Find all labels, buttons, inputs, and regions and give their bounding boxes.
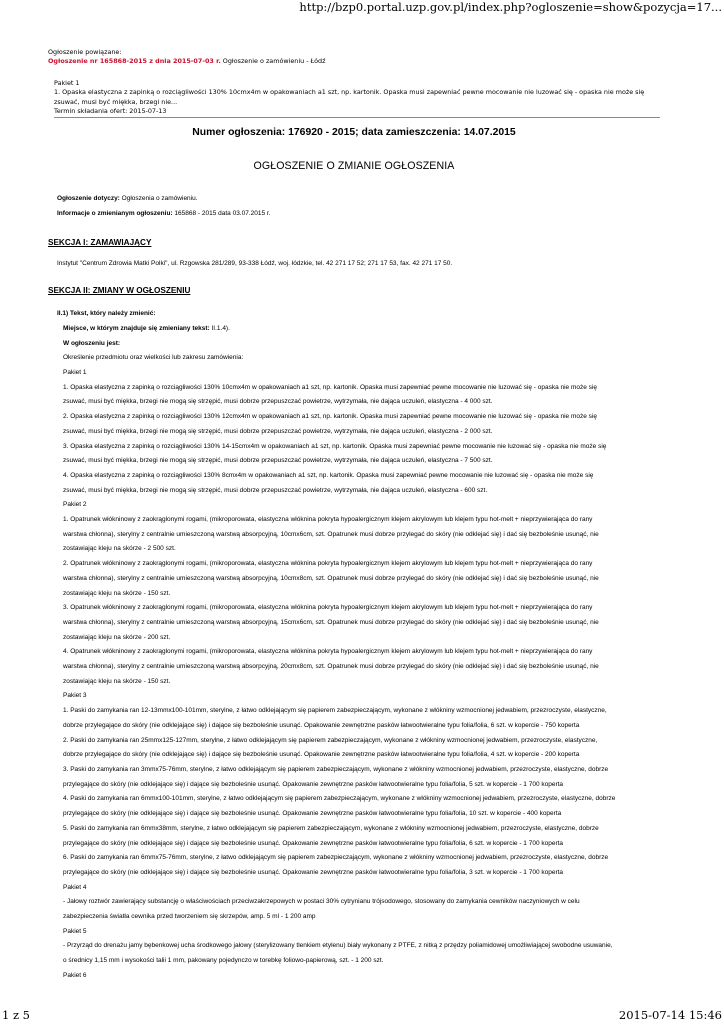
text-line: zostawiając kleju na skórze - 150 szt.: [63, 589, 171, 597]
page-counter: 1 z 5: [2, 1008, 31, 1022]
text-line: warstwa chłonna), sterylny z centralnie umieszczoną warstwą absorpcyjną, 20cmx8cm, szt. Opatrunek musi dobrze przylegać do skóry (nie odklejać się) i dać się bezboleśnie usunąć, nie: [63, 663, 599, 671]
text-line: warstwa chłonna), sterylny z centralnie umieszczoną warstwą absorpcyjną, 10cmx6cm, szt. Opatrunek musi dobrze przylegać do skóry (nie odklejać się) i dać się bezboleśnie usunąć, nie: [63, 530, 599, 538]
text-line: zostawiając kleju na skórze - 2 500 szt.: [63, 545, 176, 553]
text-line: 1. Opatrunek włókninowy z zaokrąglonymi rogami, (mikroporowata, elastyczna włóknina pokryta hypoalergicznym klejem akrylowym lub klejem typu hot-melt + nieprzywierająca do rany: [63, 516, 593, 524]
summary-deadline: Termin składania ofert: 2015-07-13: [54, 106, 167, 115]
text-line: Pakiet 3: [63, 692, 87, 700]
notice-is-text: [57, 351, 660, 983]
notice-concerns: [57, 195, 660, 202]
text-line: 3. Paski do zamykania ran 3mmx75-76mm, sterylne, z łatwo odklejającym się papierem zabezpieczającym, wykonane z włókniny wzmocnionej jedwabiem, przezroczyste, elastyczne, dobrze: [63, 765, 609, 773]
section-1-heading: SEKCJA I: ZAMAWIAJĄCY: [48, 238, 152, 248]
related-link-suffix: Ogłoszenie o zamówieniu - Łódź: [220, 57, 326, 65]
text-line: 3. Opatrunek włókninowy z zaokrąglonymi rogami, (mikroporowata, elastyczna włóknina pokryta hypoalergicznym klejem akrylowym lub klejem typu hot-melt + nieprzywierająca do rany: [63, 604, 593, 612]
text-line: Pakiet 1: [63, 369, 87, 376]
text-line: Określenie przedmiotu oraz wielkości lub zakresu zamówienia:: [63, 354, 244, 362]
page-url: http://bzp0.portal.uzp.gov.pl/index.php?ogloszenie=show&pozycja=17...: [299, 0, 722, 14]
text-line: 2. Opaska elastyczna z zapinką o rozciągliwości 130% 12cmx4m w opakowaniach a1 szt, np. kartonik. Opaska musi zapewniać pewne mocowanie nie luzować się - opaska nie może się: [63, 413, 597, 421]
text-line: o średnicy 1,15 mm i wysokości talii 1 mm, pakowany pojedynczo w torebkę foliowo-papierową, szt. - 1 200 szt.: [63, 957, 384, 965]
change-item-label: II.1) Tekst, który należy zmienić:: [57, 310, 156, 318]
text-line: 4. Opatrunek włókninowy z zaokrąglonymi rogami, (mikroporowata, elastyczna włóknina pokryta hypoalergicznym klejem akrylowym lub klejem typu hot-melt + nieprzywierająca do rany: [63, 648, 593, 656]
change-place-label: Miejsce, w którym znajduje się zmieniany tekst:: [63, 324, 210, 332]
text-line: zsuwać, musi być miękka, brzegi nie mogą się strzępić, musi dobrze przepuszczać powietrze, wytrzymała, nie dająca uczuleń, elastyczna - 4 000 szt.: [63, 398, 493, 406]
text-line: 4. Opaska elastyczna z zapinką o rozciągliwości 130% 8cmx4m w opakowaniach a1 szt, np. kartonik. Opaska musi zapewniać pewne mocowanie nie luzować się - opaska nie może się: [63, 471, 594, 479]
related-heading: Ogłoszenie powiązane:: [48, 48, 122, 56]
change-place: [63, 322, 660, 337]
changed-notice-value: 165868 - 2015 data 03.07.2015 r.: [172, 210, 271, 218]
text-line: 5. Paski do zamykania ran 6mmx38mm, sterylne, z łatwo odklejającym się papierem zabezpieczającym, wykonane z włókniny wzmocnionej jedwabiem, przezroczyste, elastyczne, dobrze: [63, 824, 599, 832]
summary-text: 1. Opaska elastyczna z zapinką o rozciągliwości 130% 10cmx4m w opakowaniach a1 szt, np. kartonik. Opaska musi zapewniać pewne mocowanie nie luzować się - opaska nie może się zsuwać, musi być miękka, brzegi nie...: [54, 88, 645, 106]
notice-summary-box: [54, 79, 660, 118]
notice-title: Numer ogłoszenia: 176920 - 2015; data zamieszczenia: 14.07.2015: [192, 127, 516, 139]
text-line: warstwa chłonna), sterylny z centralnie umieszczoną warstwą absorpcyjną, 10cmx8cm, szt. Opatrunek musi dobrze przylegać do skóry (nie odklejać się) i dać się bezboleśnie usunąć, nie: [63, 574, 599, 582]
text-line: Pakiet 6: [63, 971, 87, 979]
text-line: zsuwać, musi być miękka, brzegi nie mogą się strzępić, musi dobrze przepuszczać powietrze, wytrzymała, nie dająca uczuleń, elastyczna - 600 szt.: [63, 486, 488, 494]
changed-notice-info: [57, 210, 660, 217]
text-line: 6. Paski do zamykania ran 6mmx75-76mm, sterylne, z łatwo odklejającym się papierem zabezpieczającym, wykonane z włókniny wzmocnionej jedwabiem, przezroczyste, elastyczne, dobrze: [63, 854, 609, 862]
text-line: 1. Opaska elastyczna z zapinką o rozciągliwości 130% 10cmx4m w opakowaniach a1 szt, np. kartonik. Opaska musi zapewniać pewne mocowanie nie luzować się - opaska nie może się: [63, 383, 597, 391]
text-line: 2. Paski do zamykania ran 25mmx125-127mm, sterylne, z łatwo odklejającym się papierem zabezpieczającym, wykonane z włókniny wzmocnionej jedwabiem, przezroczyste, elastyczne,: [63, 736, 598, 744]
notice-content: [48, 48, 660, 984]
text-line: Pakiet 2: [63, 501, 87, 509]
text-line: zabezpieczenia światła cewnika przed tworzeniem się skrzepów, amp. 5 ml - 1 200 amp: [63, 913, 316, 921]
summary-pakiet: Pakiet 1: [54, 79, 80, 87]
text-line: zsuwać, musi być miękka, brzegi nie mogą się strzępić, musi dobrze przepuszczać powietrze, wytrzymała, nie dająca uczuleń, elastyczna - 7 500 szt.: [63, 457, 493, 465]
print-datetime: 2015-07-14 15:46: [618, 1008, 722, 1022]
section-2-heading: SEKCJA II: ZMIANY W OGŁOSZENIU: [48, 286, 191, 296]
text-line: przylegające do skóry (nie odklejające się) i dające się bezboleśnie usunąć. Opakowanie zewnętrzne pasków łatwootwieralne typu folia/folia, 10 szt. w kopercie - 400 koperta: [63, 810, 562, 818]
text-line: 3. Opaska elastyczna z zapinką o rozciągliwości 130% 14-15cmx4m w opakowaniach a1 szt, np. kartonik. Opaska musi zapewniać pewne mocowanie nie luzować się - opaska nie może się: [63, 442, 607, 450]
text-line: dobrze przylegające do skóry (nie odklejające się) i dające się bezboleśnie usunąć. Opakowanie zewnętrzne pasków łatwootwieralne typu folia/folia, 4 szt. w kopercie - 200 koperta: [63, 751, 580, 759]
notice-is-label: W ogłoszeniu jest:: [63, 339, 121, 347]
text-line: - Jałowy roztwór zawierający substancję o właściwościach przeciwzakrzepowych w postaci 30% cytrynianu trójsodowego, stosowany do zamykania cewników naczyniowych w celu: [63, 898, 580, 906]
text-line: zostawiając kleju na skórze - 200 szt.: [63, 633, 171, 641]
section-1-text: Instytut "Centrum Zdrowia Matki Polki", ul. Rzgowska 281/289, 93-338 Łódź, woj. łódzkie, tel. 42 271 17 52; 271 17 53, fax. 42 271 17 50.: [57, 260, 453, 268]
text-line: przylegające do skóry (nie odklejające się) i dające się bezboleśnie usunąć. Opakowanie zewnętrzne pasków łatwootwieralne typu folia/folia, 6 szt. w kopercie - 1 700 koperta: [63, 839, 564, 847]
text-line: zsuwać, musi być miękka, brzegi nie mogą się strzępić, musi dobrze przepuszczać powietrze, wytrzymała, nie dająca uczuleń, elastyczna - 2 000 szt.: [63, 427, 493, 435]
text-line: 4. Paski do zamykania ran 6mmx100-101mm, sterylne, z łatwo odklejającym się papierem zabezpieczającym, wykonane z włókniny wzmocnionej jedwabiem, przezroczyste, elastyczne, dobrze: [63, 795, 616, 803]
text-line: przylegające do skóry (nie odklejające się) i dające się bezboleśnie usunąć. Opakowanie zewnętrzne pasków łatwootwieralne typu folia/folia, 3 szt. w kopercie - 1 700 koperta: [63, 868, 564, 876]
change-place-value: II.1.4).: [209, 324, 230, 332]
section-2-body: [57, 307, 660, 983]
related-notice: [48, 48, 660, 66]
text-line: warstwa chłonna), sterylny z centralnie umieszczoną warstwą absorpcyjną, 15cmx6cm, szt. Opatrunek musi dobrze przylegać do skóry (nie odklejać się) i dać się bezboleśnie usunąć, nie: [63, 618, 599, 626]
text-line: zostawiając kleju na skórze - 150 szt.: [63, 677, 171, 685]
text-line: - Przyrząd do drenażu jamy bębenkowej ucha środkowego jałowy (sterylizowany tlenkiem etylenu) biały wykonany z PTFE, z nitką z przędzy poliamidowej umożliwiającej swobodne usuwanie,: [63, 942, 613, 950]
text-line: dobrze przylegające do skóry (nie odklejające się) i dające się bezboleśnie usunąć. Opakowanie zewnętrzne pasków łatwootwieralne typu folia/folia, 6 szt. w kopercie - 750 koperta: [63, 721, 580, 729]
notice-concerns-value: Ogłoszenia o zamówieniu.: [119, 195, 198, 203]
text-line: Pakiet 4: [63, 883, 87, 891]
notice-concerns-label: Ogłoszenie dotyczy:: [57, 195, 120, 203]
changed-notice-label: Informacje o zmienianym ogłoszeniu:: [57, 210, 173, 218]
text-line: Pakiet 5: [63, 927, 87, 935]
related-line: [48, 57, 660, 66]
notice-subtitle: OGŁOSZENIE O ZMIANIE OGŁOSZENIA: [253, 160, 455, 173]
text-line: 1. Paski do zamykania ran 12-13mmx100-101mm, sterylne, z łatwo odklejającym się papierem zabezpieczającym, wykonane z włókniny wzmocnionej jedwabiem, przezroczyste, elastyczne,: [63, 707, 607, 715]
text-line: 2. Opatrunek włókninowy z zaokrąglonymi rogami, (mikroporowata, elastyczna włóknina pokryta hypoalergicznym klejem akrylowym lub klejem typu hot-melt + nieprzywierająca do rany: [63, 560, 593, 568]
related-notice-link[interactable]: Ogłoszenie nr 165868-2015 z dnia 2015-07-03 r.: [48, 57, 221, 65]
text-line: przylegające do skóry (nie odklejające się) i dające się bezboleśnie usunąć. Opakowanie zewnętrzne pasków łatwootwieralne typu folia/folia, 5 szt. w kopercie - 1 700 koperta: [63, 780, 564, 788]
